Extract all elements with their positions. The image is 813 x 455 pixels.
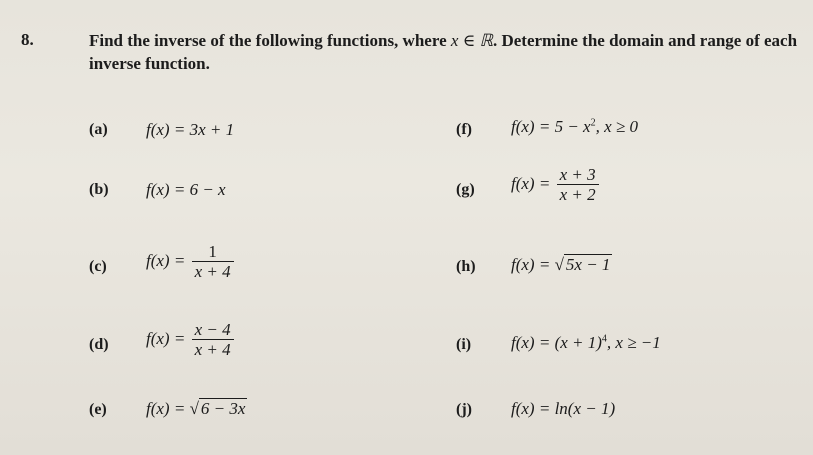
question-number: 8. [21, 30, 34, 49]
item-g-expression [511, 165, 599, 205]
item-h-sqrt [555, 255, 613, 275]
item-e-expression [146, 399, 247, 419]
item-b-expression [146, 180, 226, 200]
item-c-numerator: 1 [192, 242, 234, 262]
item-d-fraction [192, 320, 234, 360]
item-i-rhs: (x + 1) [554, 333, 602, 352]
item-j-rhs: ln(x − 1) [554, 399, 616, 418]
item-f-lhs: f(x) = [511, 117, 555, 136]
item-f-label: (f) [456, 121, 472, 138]
item-g-label: (g) [456, 181, 475, 198]
question-text [89, 29, 799, 75]
question-text-part2: . Determine the domain and range of each inverse function. [89, 31, 798, 73]
item-b-label: (b) [89, 181, 109, 198]
item-e-label: (e) [89, 401, 107, 418]
question-text-var: x ∈ ℝ [450, 31, 493, 50]
item-i-label: (i) [456, 336, 472, 353]
item-b-rhs: 6 − x [189, 180, 226, 199]
item-e-sqrt [190, 399, 248, 419]
item-d-denominator: x + 4 [194, 340, 231, 359]
item-b-lhs: f(x) = [146, 180, 190, 199]
item-i-exponent: 4 [601, 333, 607, 345]
item-e-lhs: f(x) = [146, 399, 190, 418]
sqrt-symbol-icon: √ [189, 399, 199, 418]
item-c-label: (c) [89, 258, 107, 275]
item-j-lhs: f(x) = [511, 399, 555, 418]
item-c-denominator: x + 4 [194, 262, 231, 281]
item-g-denominator: x + 2 [559, 185, 596, 204]
item-a-lhs: f(x) = [146, 120, 190, 139]
item-d-label: (d) [89, 336, 109, 353]
item-d-expression [146, 320, 234, 360]
item-h-lhs: f(x) = [511, 255, 555, 274]
sqrt-symbol-icon: √ [554, 255, 564, 274]
item-c-lhs: f(x) = [146, 250, 190, 270]
item-i-condition: , x ≥ −1 [606, 333, 661, 352]
item-i-lhs: f(x) = [511, 333, 555, 352]
item-h-radicand: 5x − 1 [565, 255, 611, 274]
item-h-expression [511, 255, 612, 275]
item-a-label: (a) [89, 121, 108, 138]
item-i-expression [511, 333, 661, 353]
question-text-part1: Find the inverse of the following functions, where [89, 31, 451, 50]
item-g-fraction [557, 165, 599, 205]
item-d-numerator: x − 4 [192, 320, 234, 340]
item-c-expression [146, 242, 234, 282]
item-f-expression [511, 117, 638, 137]
item-e-radicand: 6 − 3x [200, 399, 246, 418]
item-j-label: (j) [456, 401, 472, 418]
item-c-fraction [192, 242, 234, 282]
item-h-label: (h) [456, 258, 476, 275]
item-g-lhs: f(x) = [511, 173, 555, 193]
item-j-expression [511, 399, 615, 419]
item-a-expression [146, 120, 234, 140]
item-g-numerator: x + 3 [557, 165, 599, 185]
item-f-exponent: 2 [590, 117, 596, 129]
item-d-lhs: f(x) = [146, 328, 190, 348]
item-f-condition: , x ≥ 0 [595, 117, 638, 136]
item-a-rhs: 3x + 1 [189, 120, 235, 139]
item-f-rhs: 5 − x [554, 117, 591, 136]
